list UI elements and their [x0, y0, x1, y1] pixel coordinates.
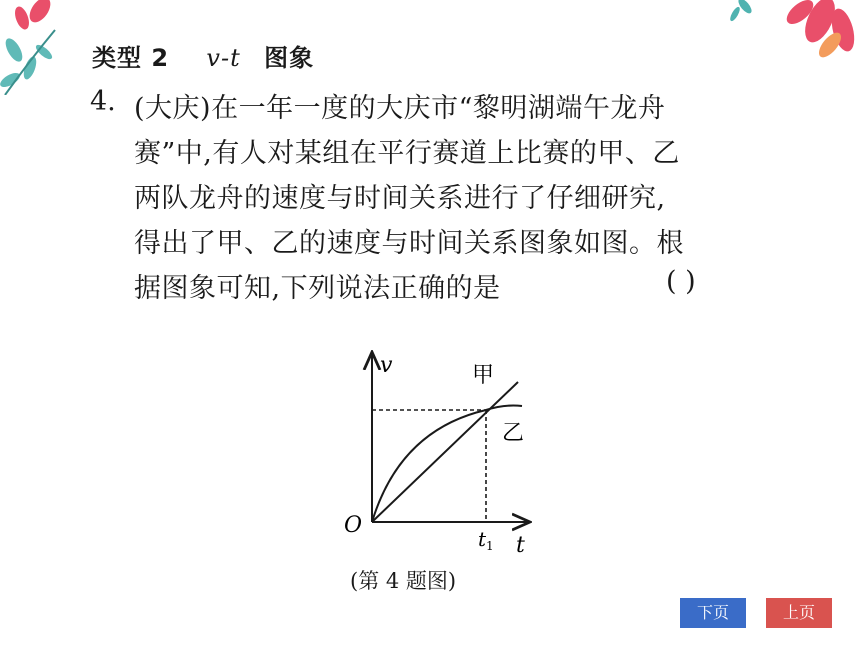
- figure-caption: (第 4 题图): [350, 569, 457, 593]
- velocity-time-graph: [330, 340, 560, 560]
- heading-title: 图象: [264, 44, 315, 72]
- line-label-jia: 甲: [472, 363, 495, 388]
- y-axis-label: v: [380, 353, 393, 378]
- leaf-decoration-top-right: [725, 0, 860, 70]
- t1-label: $t_1$: [478, 527, 494, 553]
- heading-label: 类型 2: [92, 44, 170, 72]
- answer-bracket: ( ): [666, 266, 696, 297]
- leaf-decoration-top-left: [0, 0, 90, 95]
- question-line-4: 得出了甲、乙的速度与时间关系图象如图。根: [134, 228, 684, 259]
- previous-page-button[interactable]: 上页: [766, 598, 832, 628]
- x-axis-label: t: [516, 533, 525, 558]
- heading-symbol: v-t: [206, 44, 241, 72]
- question-line-1: (大庆)在一年一度的大庆市“黎明湖端午龙舟: [134, 93, 666, 124]
- next-page-button[interactable]: 下页: [680, 598, 746, 628]
- question-line-2: 赛”中,有人对某组在平行赛道上比赛的甲、乙: [134, 138, 680, 169]
- line-label-yi: 乙: [502, 421, 525, 446]
- question-number: 4.: [90, 86, 116, 117]
- origin-label: O: [344, 513, 363, 538]
- question-line-3: 两队龙舟的速度与时间关系进行了仔细研究,: [134, 183, 666, 214]
- line-jia: [372, 382, 518, 522]
- question-line-5: 据图象可知,下列说法正确的是: [134, 273, 501, 304]
- curve-yi: [372, 406, 525, 523]
- section-heading: [92, 38, 314, 73]
